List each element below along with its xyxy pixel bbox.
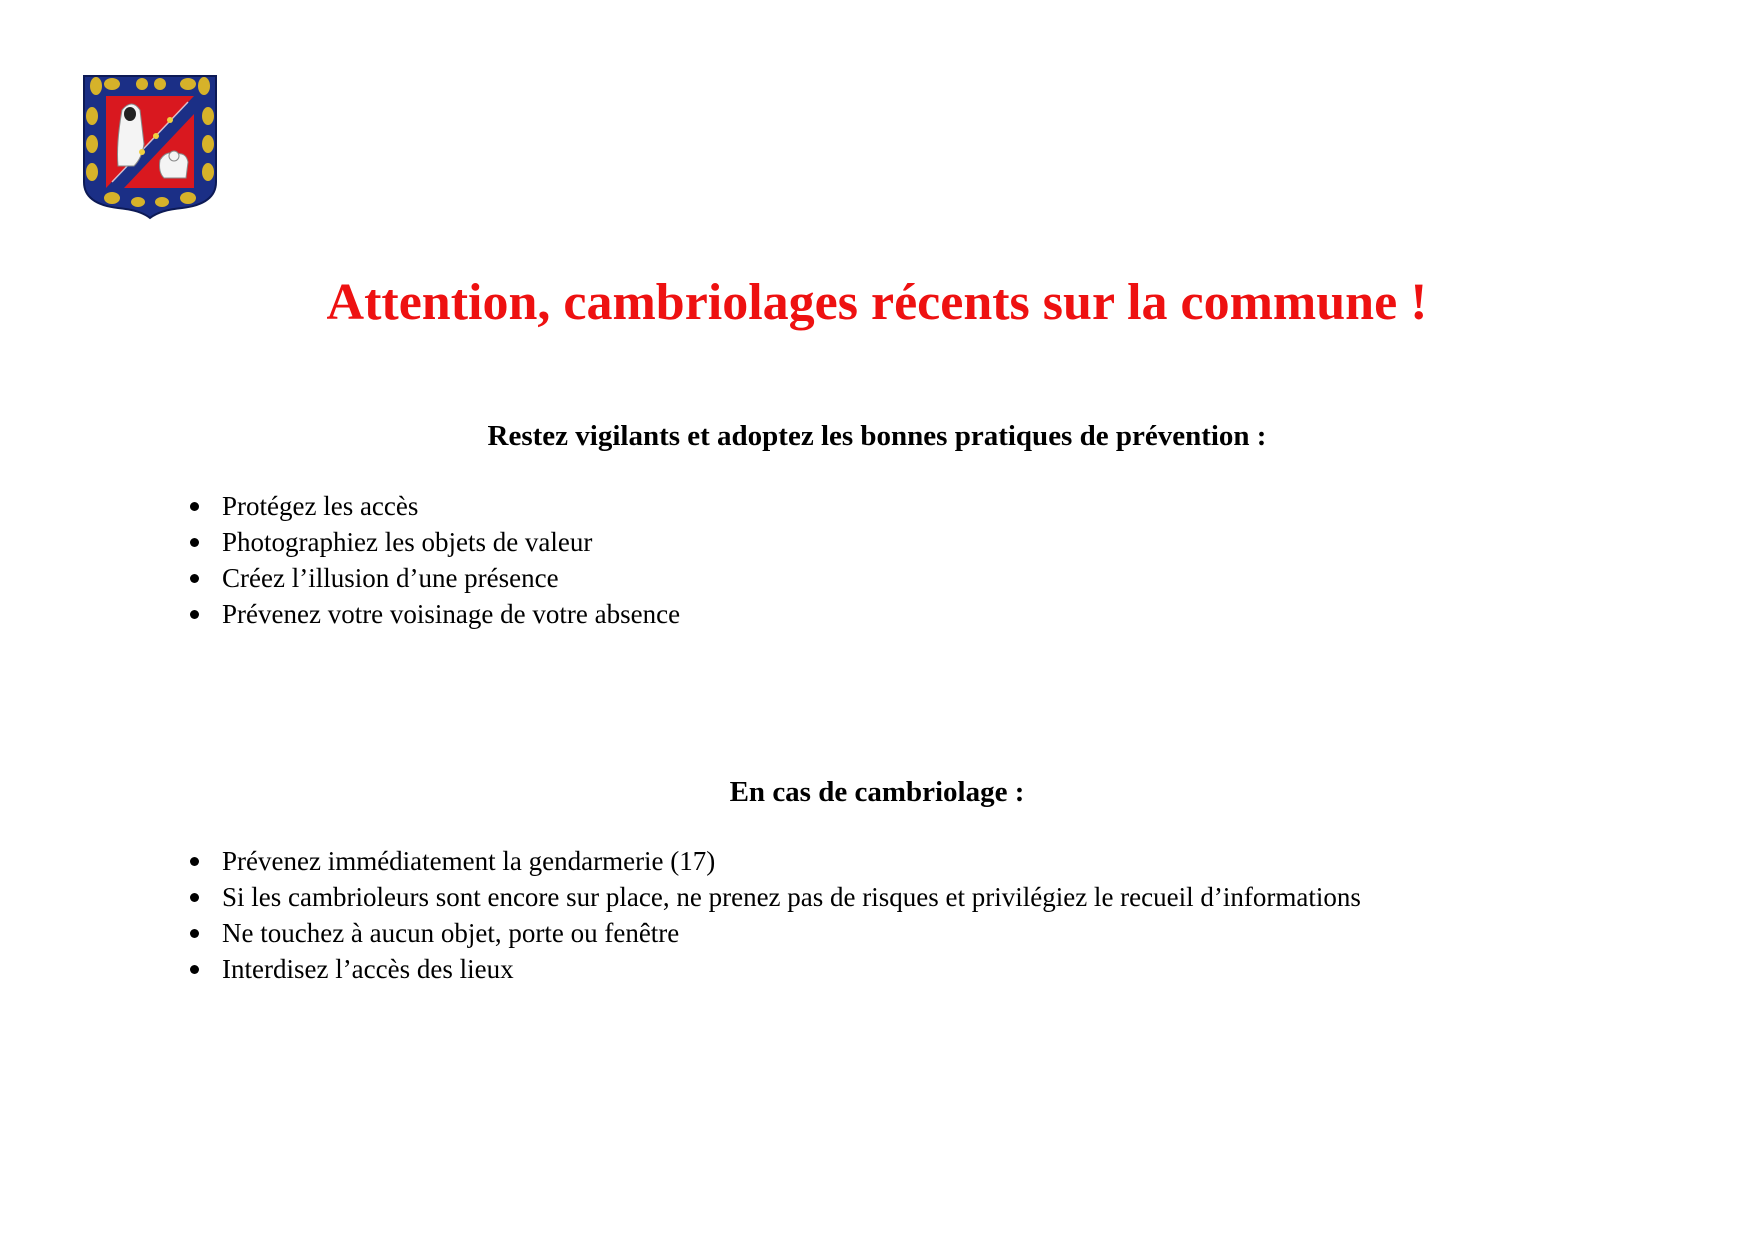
list-item — [186, 879, 1361, 915]
burglary-heading: En cas de cambriolage : — [729, 776, 1025, 808]
bullet-icon — [190, 502, 199, 511]
bullet-icon — [190, 893, 199, 902]
list-item-text: Prévenez votre voisinage de votre absence — [222, 599, 681, 629]
list-item — [186, 843, 1361, 879]
prevention-list — [186, 488, 680, 632]
page-title: Attention, cambriolages récents sur la commune ! — [326, 274, 1428, 331]
burglary-list — [186, 843, 1361, 987]
list-item — [186, 524, 680, 560]
coat-of-arms-icon — [82, 74, 218, 220]
list-item — [186, 560, 680, 596]
list-item — [186, 951, 1361, 987]
list-item-text: Prévenez immédiatement la gendarmerie (17) — [222, 846, 716, 876]
list-item-text: Protégez les accès — [222, 491, 419, 521]
list-item-text: Ne touchez à aucun objet, porte ou fenêtre — [222, 918, 680, 948]
list-item-text: Interdisez l’accès des lieux — [222, 954, 514, 984]
bullet-icon — [190, 965, 199, 974]
bullet-icon — [190, 857, 199, 866]
list-item-text: Photographiez les objets de valeur — [222, 527, 593, 557]
bullet-icon — [190, 610, 199, 619]
prevention-heading: Restez vigilants et adoptez les bonnes pratiques de prévention : — [487, 420, 1267, 452]
bullet-icon — [190, 538, 199, 547]
bullet-icon — [190, 574, 199, 583]
list-item — [186, 915, 1361, 951]
list-item-text: Créez l’illusion d’une présence — [222, 563, 559, 593]
list-item — [186, 596, 680, 632]
list-item-text: Si les cambrioleurs sont encore sur place, ne prenez pas de risques et privilégiez le recueil d’informations — [222, 882, 1361, 912]
bullet-icon — [190, 929, 199, 938]
list-item — [186, 488, 680, 524]
